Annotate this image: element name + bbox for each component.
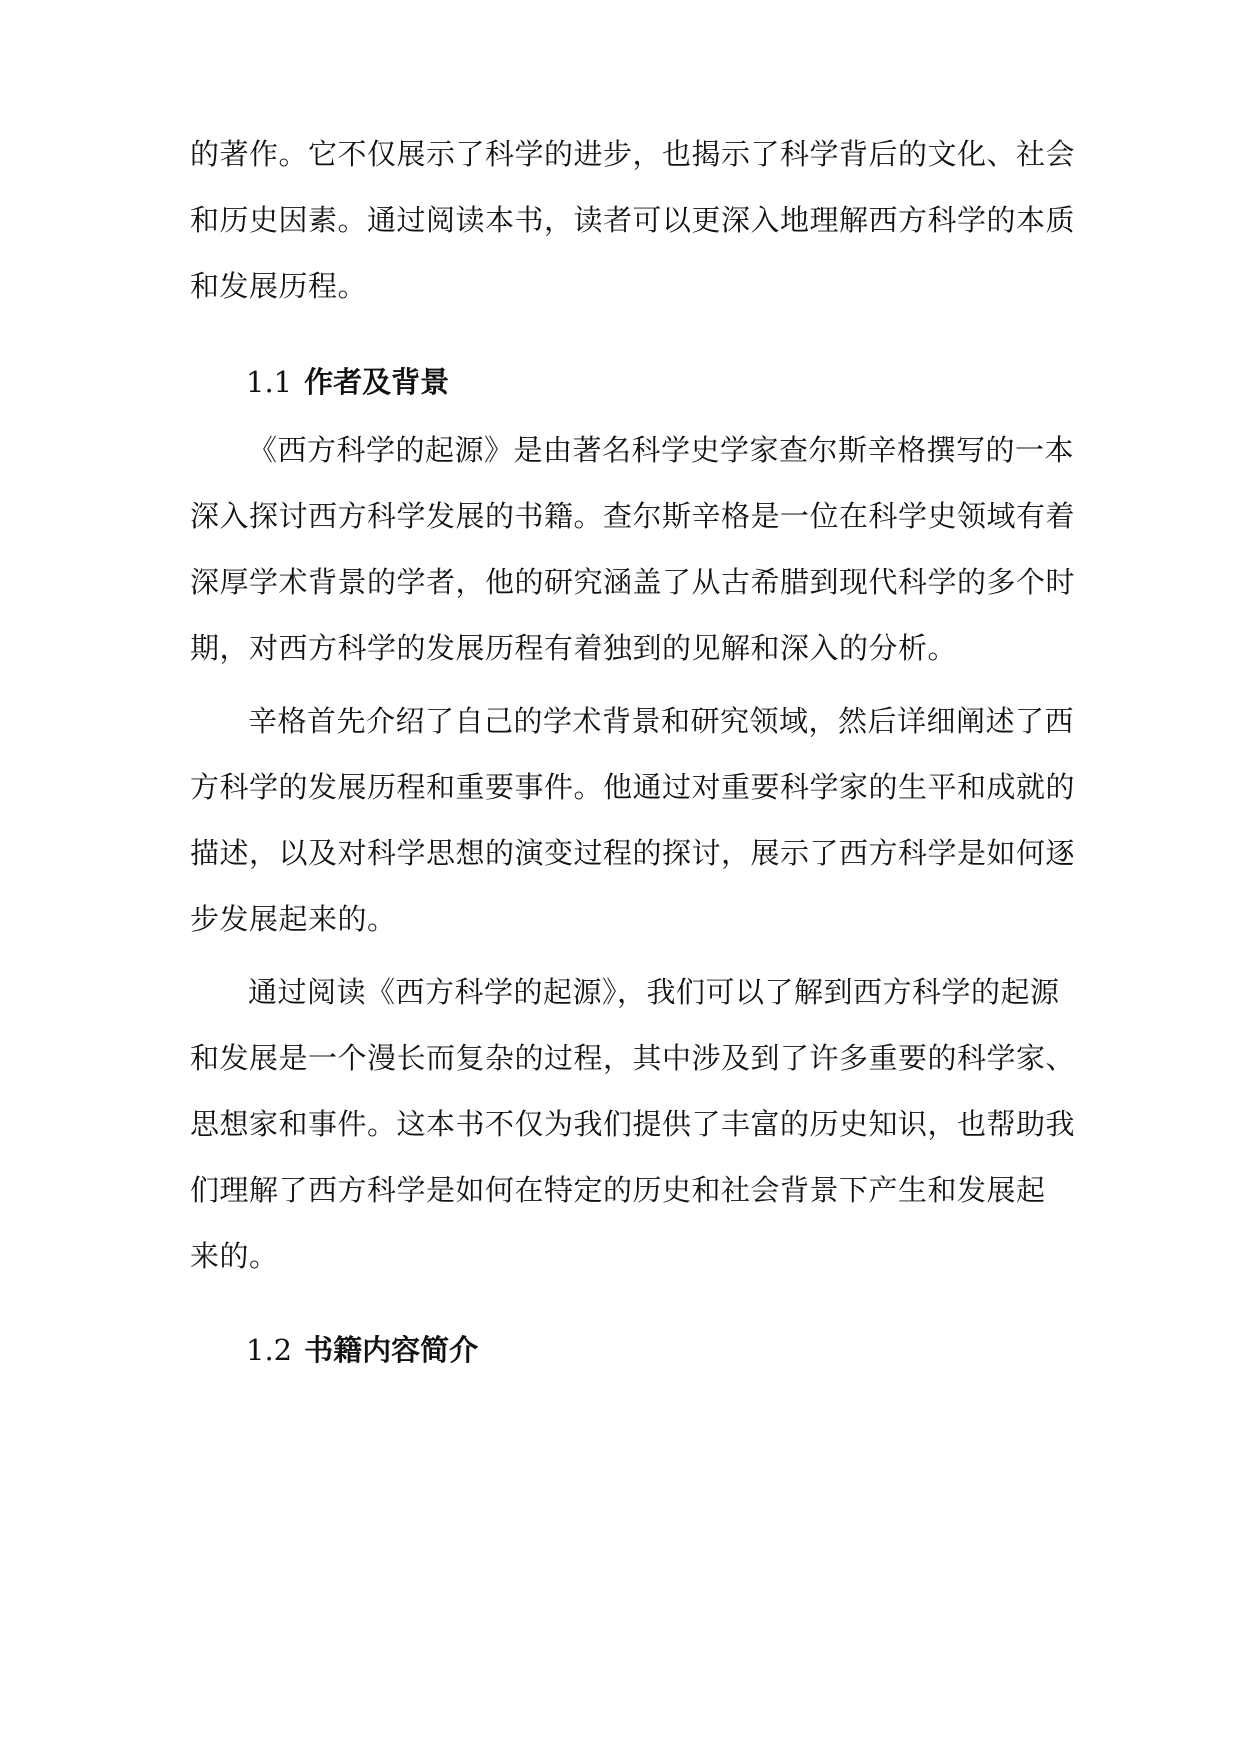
section-number: 1.1 xyxy=(246,365,293,399)
p3-line-2: 和发展是一个漫长而复杂的过程，其中涉及到了许多重要的科学家、 xyxy=(190,1041,1076,1075)
section-title: 书籍内容简介 xyxy=(304,1333,479,1367)
section-heading-1-2 xyxy=(246,1330,478,1370)
section-heading-1-1 xyxy=(246,362,449,402)
intro-line-1: 的著作。它不仅展示了科学的进步，也揭示了科学背后的文化、社会 xyxy=(190,137,1076,171)
section-number: 1.2 xyxy=(246,1333,293,1367)
p1-line-3: 深厚学术背景的学者，他的研究涵盖了从古希腊到现代科学的多个时 xyxy=(190,565,1076,599)
p3-line-5: 来的。 xyxy=(190,1239,279,1273)
p2-line-1: 辛格首先介绍了自己的学术背景和研究领域，然后详细阐述了西 xyxy=(248,704,1075,738)
p1-line-2: 深入探讨西方科学发展的书籍。查尔斯辛格是一位在科学史领域有着 xyxy=(190,499,1076,533)
section-title: 作者及背景 xyxy=(304,365,450,399)
p3-line-4: 们理解了西方科学是如何在特定的历史和社会背景下产生和发展起 xyxy=(190,1173,1046,1207)
intro-line-2: 和历史因素。通过阅读本书，读者可以更深入地理解西方科学的本质 xyxy=(190,203,1076,237)
p2-line-3: 描述，以及对科学思想的演变过程的探讨，展示了西方科学是如何逐 xyxy=(190,836,1076,870)
intro-line-3: 和发展历程。 xyxy=(190,269,368,303)
p2-line-4: 步发展起来的。 xyxy=(190,902,397,936)
p2-line-2: 方科学的发展历程和重要事件。他通过对重要科学家的生平和成就的 xyxy=(190,770,1076,804)
p3-line-1: 通过阅读《西方科学的起源》，我们可以了解到西方科学的起源 xyxy=(248,975,1060,1009)
p3-line-3: 思想家和事件。这本书不仅为我们提供了丰富的历史知识，也帮助我 xyxy=(190,1107,1076,1141)
p1-line-4: 期，对西方科学的发展历程有着独到的见解和深入的分析。 xyxy=(190,631,958,665)
p1-line-1: 《西方科学的起源》是由著名科学史学家查尔斯辛格撰写的一本 xyxy=(248,433,1075,467)
